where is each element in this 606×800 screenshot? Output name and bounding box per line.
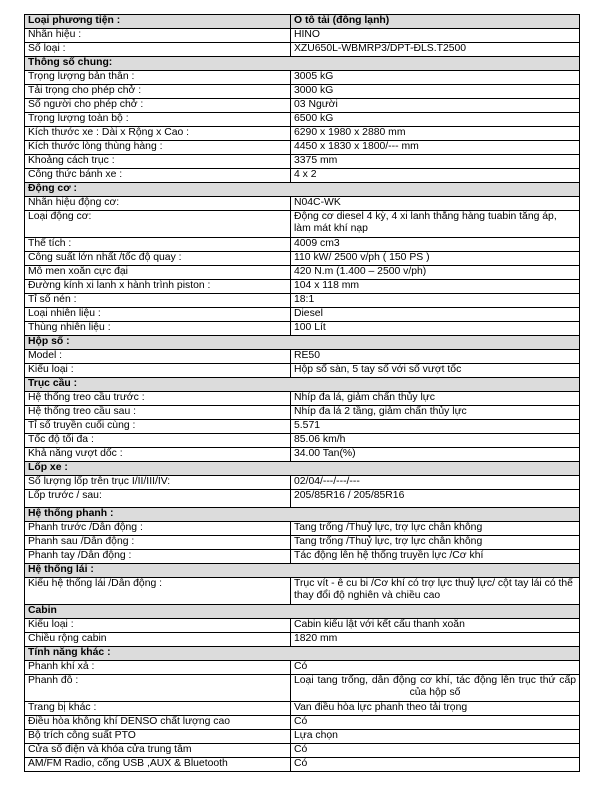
spec-row bbox=[25, 702, 580, 716]
spec-value: 85.06 km/h bbox=[291, 434, 580, 448]
spec-label: Khoảng cách trục : bbox=[25, 155, 291, 169]
spec-row bbox=[25, 619, 580, 633]
spec-label: Hệ thống treo cầu trước : bbox=[25, 392, 291, 406]
spec-label: Phanh trước /Dẫn động : bbox=[25, 522, 291, 536]
spec-value: HINO bbox=[291, 29, 580, 43]
spec-label: Trọng lượng bản thân : bbox=[25, 71, 291, 85]
spec-row bbox=[25, 294, 580, 308]
spec-value: 18:1 bbox=[291, 294, 580, 308]
spec-label: Thể tích : bbox=[25, 238, 291, 252]
spec-label: Kích thước lòng thùng hàng : bbox=[25, 141, 291, 155]
spec-row bbox=[25, 29, 580, 43]
spec-value: Hộp số sàn, 5 tay số với số vượt tốc bbox=[291, 364, 580, 378]
spec-row bbox=[25, 350, 580, 364]
spec-label: Phanh đỗ : bbox=[25, 675, 291, 702]
spec-row bbox=[25, 420, 580, 434]
spec-label: Thùng nhiên liệu : bbox=[25, 322, 291, 336]
section-title: Trục cầu : bbox=[25, 378, 580, 392]
spec-value: Van điều hòa lực phanh theo tải trọng bbox=[291, 702, 580, 716]
section-header-row bbox=[25, 183, 580, 197]
spec-value: 03 Người bbox=[291, 99, 580, 113]
spec-label: Mô men xoắn cực đại bbox=[25, 266, 291, 280]
section-header-row bbox=[25, 462, 580, 476]
spec-value: 110 kW/ 2500 v/ph ( 150 PS ) bbox=[291, 252, 580, 266]
spec-row bbox=[25, 99, 580, 113]
spec-row bbox=[25, 730, 580, 744]
spec-value: 4450 x 1830 x 1800/--- mm bbox=[291, 141, 580, 155]
spec-value: Động cơ diesel 4 kỳ, 4 xi lanh thẳng hàng tuabin tăng áp, làm mát khí nạp bbox=[291, 211, 580, 238]
spec-value: Có bbox=[291, 661, 580, 675]
section-title: Động cơ : bbox=[25, 183, 580, 197]
spec-label: Loại nhiên liệu : bbox=[25, 308, 291, 322]
spec-label: Nhãn hiệu động cơ: bbox=[25, 197, 291, 211]
spec-value: Lựa chọn bbox=[291, 730, 580, 744]
section-header-row bbox=[25, 378, 580, 392]
spec-value: Loại tang trống, dẫn động cơ khí, tác động lên trục thứ cấp của hộp số bbox=[291, 675, 580, 702]
spec-row bbox=[25, 522, 580, 536]
spec-label: Tải trọng cho phép chở : bbox=[25, 85, 291, 99]
section-header-row bbox=[25, 647, 580, 661]
spec-value: Có bbox=[291, 744, 580, 758]
spec-label: Số người cho phép chở : bbox=[25, 99, 291, 113]
section-title: Lốp xe : bbox=[25, 462, 580, 476]
spec-value: 5.571 bbox=[291, 420, 580, 434]
spec-row bbox=[25, 71, 580, 85]
spec-label: Phanh tay /Dẫn động : bbox=[25, 550, 291, 564]
section-header-row bbox=[25, 605, 580, 619]
spec-row bbox=[25, 536, 580, 550]
spec-value: 4009 cm3 bbox=[291, 238, 580, 252]
spec-row bbox=[25, 578, 580, 605]
spec-row bbox=[25, 308, 580, 322]
section-title: Hệ thống lái : bbox=[25, 564, 580, 578]
spec-label: Đường kính xi lanh x hành trình piston : bbox=[25, 280, 291, 294]
section-title: Hộp số : bbox=[25, 336, 580, 350]
spec-row bbox=[25, 448, 580, 462]
spec-value: 6290 x 1980 x 2880 mm bbox=[291, 127, 580, 141]
spec-label: Khả năng vượt dốc : bbox=[25, 448, 291, 462]
spec-row bbox=[25, 127, 580, 141]
spec-label: Lốp trước / sau: bbox=[25, 490, 291, 508]
spec-value: 3005 kG bbox=[291, 71, 580, 85]
section-title: Tính năng khác : bbox=[25, 647, 580, 661]
spec-value: Tang trống /Thuỷ lực, trợ lực chân không bbox=[291, 522, 580, 536]
spec-label: Trang bị khác : bbox=[25, 702, 291, 716]
spec-row bbox=[25, 197, 580, 211]
spec-label: Công suất lớn nhất /tốc độ quay : bbox=[25, 252, 291, 266]
spec-value: N04C-WK bbox=[291, 197, 580, 211]
spec-row bbox=[25, 633, 580, 647]
spec-label: Kiểu loại : bbox=[25, 619, 291, 633]
section-header-row bbox=[25, 336, 580, 350]
spec-table-body bbox=[25, 15, 580, 772]
spec-value: 02/04/---/---/--- bbox=[291, 476, 580, 490]
spec-value: 100 Lít bbox=[291, 322, 580, 336]
spec-label: Phanh khí xả : bbox=[25, 661, 291, 675]
spec-row bbox=[25, 141, 580, 155]
spec-value: 205/85R16 / 205/85R16 bbox=[291, 490, 580, 508]
spec-row bbox=[25, 716, 580, 730]
spec-label: Model : bbox=[25, 350, 291, 364]
spec-row bbox=[25, 169, 580, 183]
spec-label: Điều hòa không khí DENSO chất lượng cao bbox=[25, 716, 291, 730]
spec-value: Nhíp đa lá 2 tầng, giảm chấn thủy lực bbox=[291, 406, 580, 420]
spec-row bbox=[25, 43, 580, 57]
spec-value: Tang trống /Thuỷ lực, trợ lực chân không bbox=[291, 536, 580, 550]
spec-value: 4 x 2 bbox=[291, 169, 580, 183]
spec-label: Chiều rộng cabin bbox=[25, 633, 291, 647]
spec-value: XZU650L-WBMRP3/DPT-ĐLS.T2500 bbox=[291, 43, 580, 57]
spec-label: Tốc độ tối đa : bbox=[25, 434, 291, 448]
spec-row bbox=[25, 661, 580, 675]
spec-row bbox=[25, 476, 580, 490]
spec-label: Tỉ số truyền cuối cùng : bbox=[25, 420, 291, 434]
spec-value: Trục vít - ê cu bi /Cơ khí có trợ lực thuỷ lực/ cột tay lái có thể thay đổi độ nghiên và chiều cao bbox=[291, 578, 580, 605]
section-header-row bbox=[25, 564, 580, 578]
section-header-row bbox=[25, 57, 580, 71]
header-value: Ô tô tải (đông lạnh) bbox=[291, 15, 580, 29]
spec-value: 3000 kG bbox=[291, 85, 580, 99]
section-title: Thông số chung: bbox=[25, 57, 580, 71]
section-title: Cabin bbox=[25, 605, 580, 619]
spec-value: 34.00 Tan(%) bbox=[291, 448, 580, 462]
spec-value: 420 N.m (1.400 – 2500 v/ph) bbox=[291, 266, 580, 280]
spec-row bbox=[25, 155, 580, 169]
spec-row bbox=[25, 406, 580, 420]
spec-row bbox=[25, 392, 580, 406]
spec-label: Tỉ số nén : bbox=[25, 294, 291, 308]
spec-row bbox=[25, 113, 580, 127]
spec-row bbox=[25, 252, 580, 266]
spec-value: Cabin kiểu lật với kết cấu thanh xoắn bbox=[291, 619, 580, 633]
section-header-row bbox=[25, 508, 580, 522]
header-row bbox=[25, 15, 580, 29]
spec-label: Số loại : bbox=[25, 43, 291, 57]
spec-row bbox=[25, 490, 580, 508]
spec-label: Kích thước xe : Dài x Rộng x Cao : bbox=[25, 127, 291, 141]
spec-value: Có bbox=[291, 758, 580, 772]
header-label: Loại phương tiện : bbox=[25, 15, 291, 29]
spec-value: Diesel bbox=[291, 308, 580, 322]
spec-label: Công thức bánh xe : bbox=[25, 169, 291, 183]
spec-row bbox=[25, 266, 580, 280]
spec-value: 104 x 118 mm bbox=[291, 280, 580, 294]
spec-label: Kiểu hệ thống lái /Dẫn động : bbox=[25, 578, 291, 605]
spec-value: Tác động lên hệ thống truyền lực /Cơ khí bbox=[291, 550, 580, 564]
spec-row bbox=[25, 85, 580, 99]
spec-row bbox=[25, 280, 580, 294]
spec-value: 3375 mm bbox=[291, 155, 580, 169]
spec-label: Hệ thống treo cầu sau : bbox=[25, 406, 291, 420]
spec-row bbox=[25, 758, 580, 772]
spec-label: AM/FM Radio, cổng USB ,AUX & Bluetooth bbox=[25, 758, 291, 772]
spec-row bbox=[25, 238, 580, 252]
spec-row bbox=[25, 211, 580, 238]
spec-row bbox=[25, 550, 580, 564]
spec-row bbox=[25, 434, 580, 448]
spec-row bbox=[25, 675, 580, 702]
spec-value: RE50 bbox=[291, 350, 580, 364]
spec-value: Nhíp đa lá, giảm chấn thủy lực bbox=[291, 392, 580, 406]
spec-label: Phanh sau /Dẫn động : bbox=[25, 536, 291, 550]
spec-label: Kiểu loại : bbox=[25, 364, 291, 378]
spec-label: Bộ trích công suất PTO bbox=[25, 730, 291, 744]
spec-label: Nhãn hiệu : bbox=[25, 29, 291, 43]
spec-table bbox=[24, 14, 580, 772]
spec-row bbox=[25, 364, 580, 378]
spec-row bbox=[25, 322, 580, 336]
spec-label: Cửa sổ điện và khóa cửa trung tâm bbox=[25, 744, 291, 758]
section-title: Hệ thống phanh : bbox=[25, 508, 580, 522]
spec-value: 1820 mm bbox=[291, 633, 580, 647]
spec-row bbox=[25, 744, 580, 758]
spec-value: 6500 kG bbox=[291, 113, 580, 127]
spec-value: Có bbox=[291, 716, 580, 730]
spec-label: Trọng lượng toàn bộ : bbox=[25, 113, 291, 127]
spec-label: Số lượng lốp trên trục I/II/III/IV: bbox=[25, 476, 291, 490]
spec-label: Loại động cơ: bbox=[25, 211, 291, 238]
